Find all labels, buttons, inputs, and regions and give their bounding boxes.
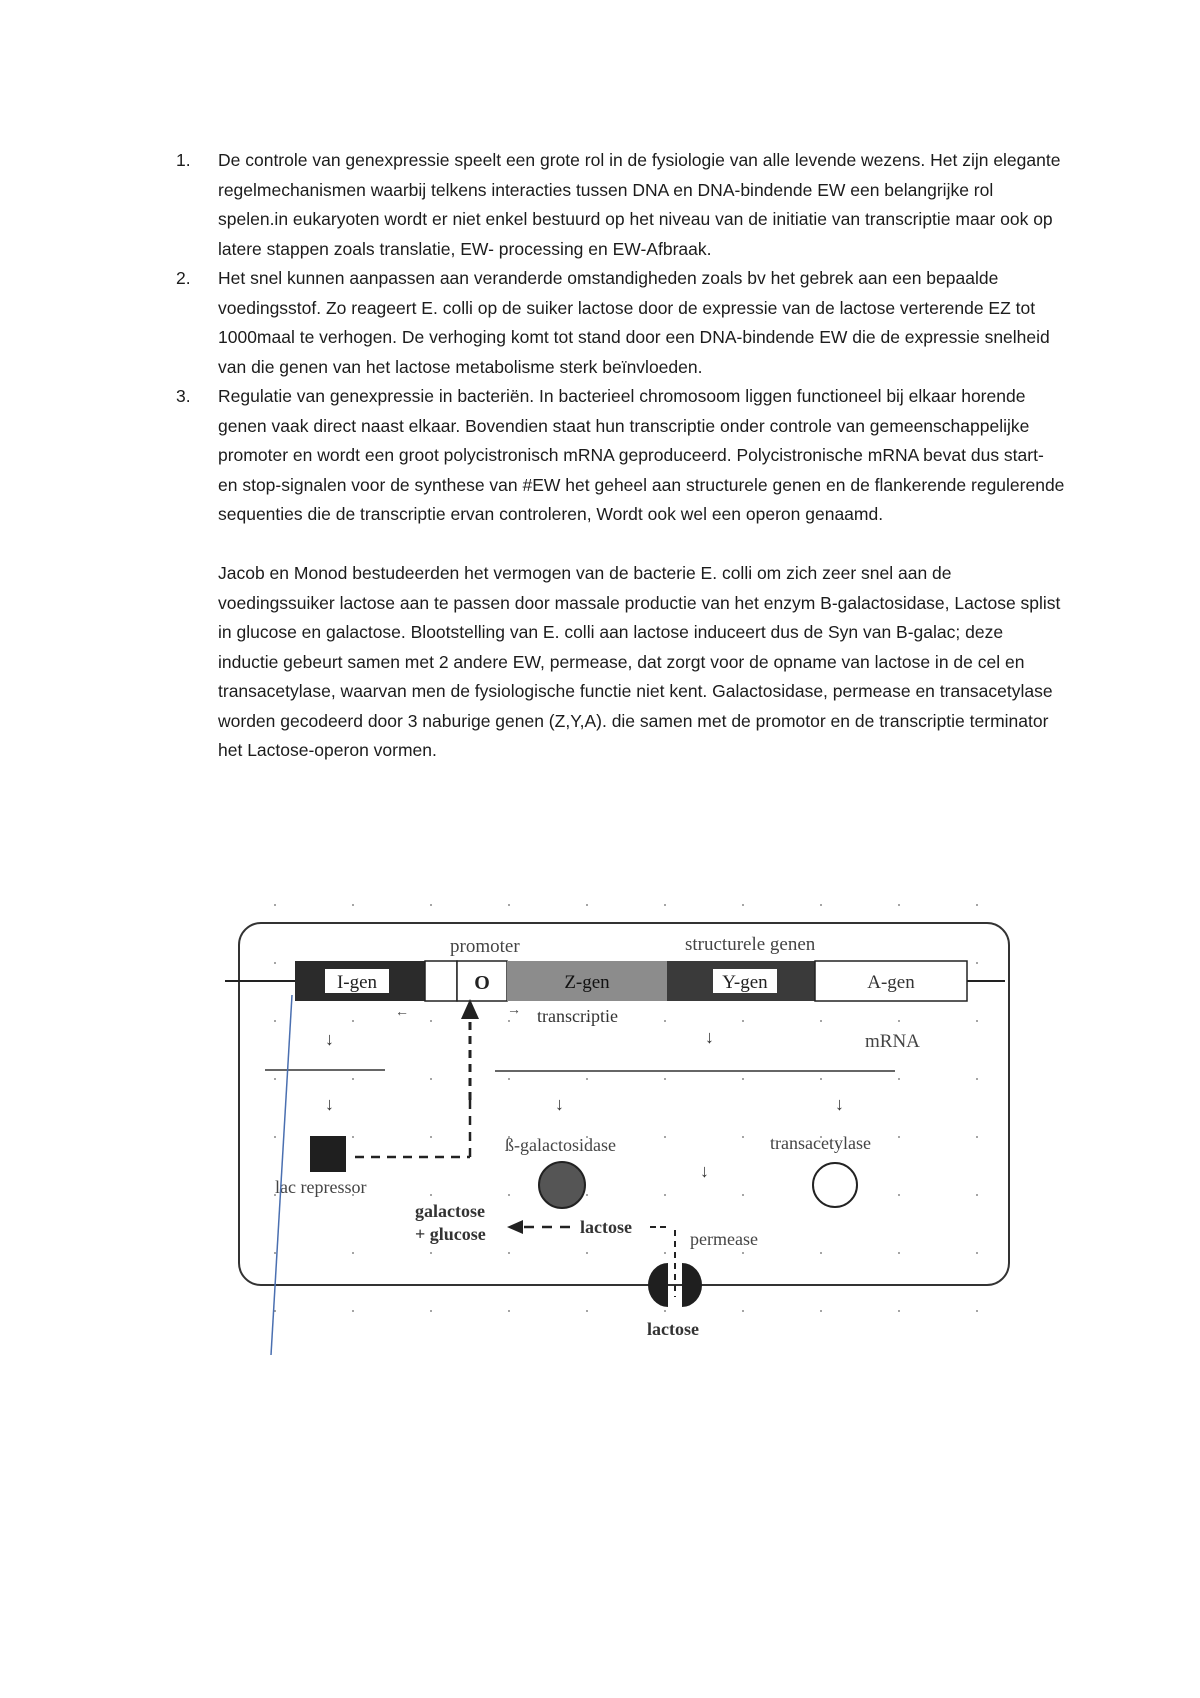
transacetylase-enzyme	[813, 1163, 857, 1207]
lac-operon-svg	[225, 895, 1020, 1365]
down-arrow-icon: ↓	[705, 1027, 714, 1047]
promoter-label: promoter	[450, 936, 520, 957]
beta-galactosidase-enzyme	[539, 1162, 585, 1208]
down-arrow-icon: ↓	[325, 1029, 334, 1049]
list-item-2	[168, 264, 1068, 382]
transacetylase-label: transacetylase	[770, 1133, 871, 1153]
a-gene-label: A-gen	[867, 972, 915, 993]
mrna-label: mRNA	[865, 1031, 920, 1052]
lac-repressor-label: lac repressor	[275, 1177, 367, 1197]
down-arrow-icon: ↓	[325, 1094, 334, 1114]
left-arrow-icon: ←	[395, 1003, 409, 1019]
list-text: Regulatie van genexpressie in bacteriën. In bacterieel chromosoom liggen functioneel bij elkaar horende genen vaak direct naast elkaar. Bovendien staat hun transcriptie onder controle van gemeenschappelijke promoter en wordt een groot polycistronisch mRNA geproduceerd. Polycistronische mRNA bevat dus start- en stop-signalen voor de synthese van #EW het geheel aan structurele genen en de flankerende regulerende sequenties die de transcriptie ervan controleren, Wordt ook wel een operon genaamd.	[218, 386, 1065, 524]
list-item-1	[168, 146, 1068, 264]
lac-operon-diagram	[225, 895, 1020, 1365]
down-arrow-icon: ↓	[835, 1094, 844, 1114]
permease-label: permease	[690, 1229, 758, 1249]
structural-genes-label: structurele genen	[685, 934, 816, 955]
list-text: De controle van genexpressie speelt een grote rol in de fysiologie van alle levende wezens. Het zijn elegante regelmechanismen waarbij telkens interacties tussen DNA en DNA-bindende EW een belangrijke rol spelen.in eukaryoten wordt er niet enkel bestuurd op het niveau van de initiatie van transcriptie maar ook op latere stappen zoals translatie, EW- processing en EW-Afbraak.	[218, 150, 1061, 259]
repressor-protein	[310, 1136, 346, 1172]
i-gene-label: I-gen	[336, 972, 378, 993]
list-item-3	[168, 382, 1068, 530]
list-text: Het snel kunnen aanpassen aan veranderde omstandigheden zoals bv het gebrek aan een bepaalde voedingsstof. Zo reageert E. colli op de suiker lactose door de expressie van de lactose verterende EZ tot 1000maal te verhogen. De verhoging komt tot stand door een DNA-bindende EW die de expressie snelheid van die genen van het lactose metabolisme sterk beïnvloeden.	[218, 268, 1050, 377]
glucose-label: + glucose	[415, 1224, 486, 1244]
lactose-outside-label: lactose	[647, 1319, 699, 1339]
document-body	[168, 146, 1068, 783]
operator-label: O	[474, 972, 490, 994]
y-gene-label: Y-gen	[722, 972, 768, 993]
list-number: 2.	[176, 268, 191, 288]
beta-galactosidase-label: ß-galactosidase	[505, 1135, 616, 1155]
lactose-inside-label: lactose	[580, 1217, 632, 1237]
right-arrow-icon: →	[507, 1001, 521, 1017]
z-gene-label: Z-gen	[564, 972, 610, 993]
down-arrow-icon: ↓	[700, 1161, 709, 1181]
list-number: 1.	[176, 150, 191, 170]
paragraph-jacob-monod: Jacob en Monod bestudeerden het vermogen van de bacterie E. colli om zich zeer snel aan de voedingssuiker lactose aan te passen door massale productie van het enzym B-galactosidase, Lactose splist in glucose en galactose. Blootstelling van E. colli aan lactose induceert dus de Syn van B-galac; deze inductie gebeurt samen met 2 andere EW, permease, dat zorgt voor de opname van lactose in de cel en transacetylase, waarvan men de fysiologische functie niet kent. Galactosidase, permease en transacetylase worden gecodeerd door 3 naburige genen (Z,Y,A). die samen met de promotor en de transcriptie terminator het Lactose-operon vormen.	[218, 563, 1061, 760]
galactose-label: galactose	[415, 1201, 485, 1221]
numbered-list	[168, 146, 1068, 530]
transcription-label: transcriptie	[537, 1006, 618, 1026]
down-arrow-icon: ↓	[555, 1094, 564, 1114]
gap-block	[425, 961, 457, 1001]
list-number: 3.	[176, 386, 191, 406]
